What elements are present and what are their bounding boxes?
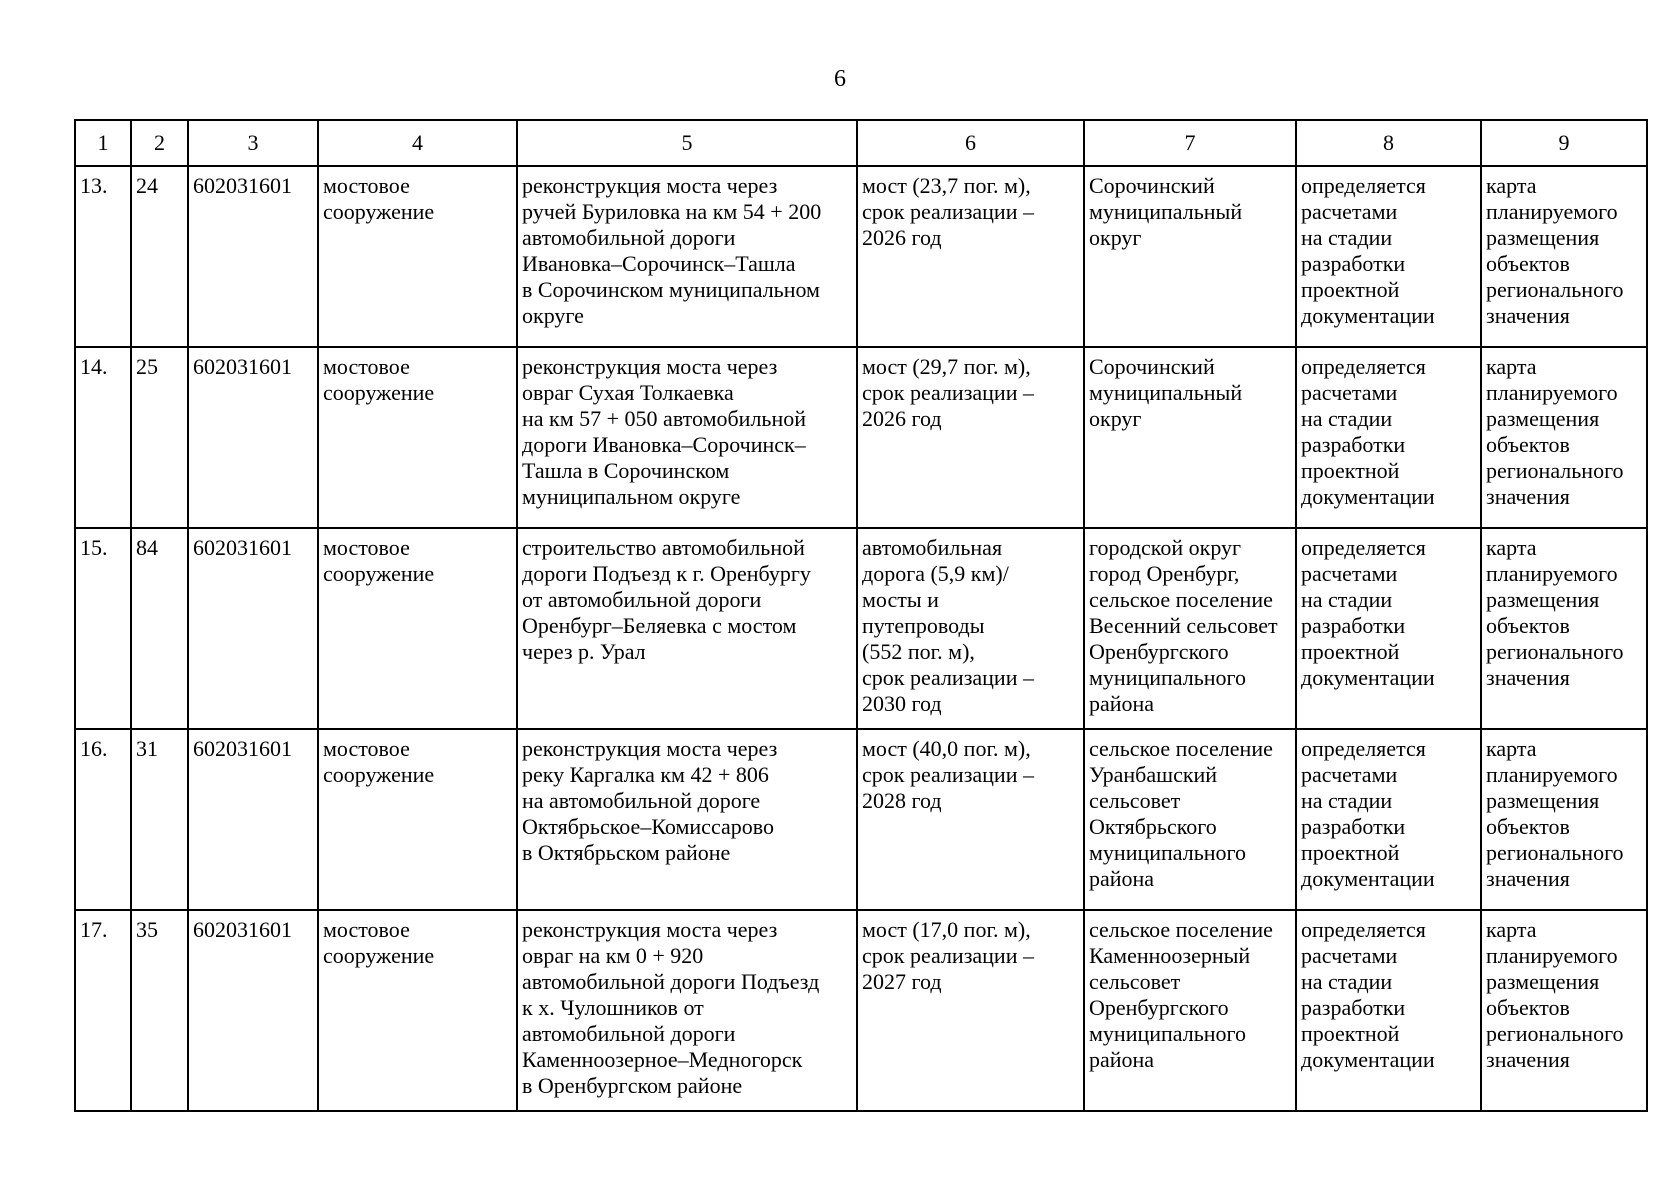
characteristics-cell: мост (23,7 пог. м), срок реализации – 2026 год xyxy=(857,166,1084,347)
location-cell: Сорочинский муниципальный округ xyxy=(1084,166,1296,347)
zone-cell: определяется расчетами на стадии разработки проектной документации xyxy=(1296,347,1481,528)
map-cell: карта планируемого размещения объектов регионального значения xyxy=(1481,347,1647,528)
code-cell: 35 xyxy=(131,910,188,1111)
table-row xyxy=(75,528,1647,729)
description-cell: реконструкция моста через овраг на км 0 + 920 автомобильной дороги Подъезд к х. Чулошников от автомобильной дороги Каменноозерное–Медногорск в Оренбургском районе xyxy=(517,910,857,1111)
column-header-2: 2 xyxy=(131,120,188,166)
row-number-cell: 15. xyxy=(75,528,131,729)
characteristics-cell: мост (40,0 пог. м), срок реализации – 2028 год xyxy=(857,729,1084,910)
code-cell: 24 xyxy=(131,166,188,347)
okato-cell: 602031601 xyxy=(188,910,318,1111)
zone-cell: определяется расчетами на стадии разработки проектной документации xyxy=(1296,528,1481,729)
column-header-7: 7 xyxy=(1084,120,1296,166)
location-cell: сельское поселение Каменноозерный сельсовет Оренбургского муниципального района xyxy=(1084,910,1296,1111)
okato-cell: 602031601 xyxy=(188,166,318,347)
okato-cell: 602031601 xyxy=(188,347,318,528)
description-cell: реконструкция моста через ручей Буриловка на км 54 + 200 автомобильной дороги Ивановка–Сорочинск–Ташла в Сорочинском муниципальном округе xyxy=(517,166,857,347)
page-number: 6 xyxy=(834,66,846,92)
row-number-cell: 17. xyxy=(75,910,131,1111)
column-header-3: 3 xyxy=(188,120,318,166)
column-header-4: 4 xyxy=(318,120,517,166)
code-cell: 84 xyxy=(131,528,188,729)
table-row xyxy=(75,166,1647,347)
objects-table xyxy=(74,119,1648,1112)
type-cell: мостовое сооружение xyxy=(318,910,517,1111)
characteristics-cell: мост (29,7 пог. м), срок реализации – 2026 год xyxy=(857,347,1084,528)
zone-cell: определяется расчетами на стадии разработки проектной документации xyxy=(1296,910,1481,1111)
table-row xyxy=(75,347,1647,528)
map-cell: карта планируемого размещения объектов регионального значения xyxy=(1481,166,1647,347)
type-cell: мостовое сооружение xyxy=(318,347,517,528)
okato-cell: 602031601 xyxy=(188,528,318,729)
column-header-8: 8 xyxy=(1296,120,1481,166)
column-header-1: 1 xyxy=(75,120,131,166)
type-cell: мостовое сооружение xyxy=(318,166,517,347)
code-cell: 25 xyxy=(131,347,188,528)
table-row xyxy=(75,910,1647,1111)
row-number-cell: 16. xyxy=(75,729,131,910)
location-cell: сельское поселение Уранбашский сельсовет Октябрьского муниципального района xyxy=(1084,729,1296,910)
zone-cell: определяется расчетами на стадии разработки проектной документации xyxy=(1296,166,1481,347)
column-header-9: 9 xyxy=(1481,120,1647,166)
row-number-cell: 14. xyxy=(75,347,131,528)
location-cell: Сорочинский муниципальный округ xyxy=(1084,347,1296,528)
code-cell: 31 xyxy=(131,729,188,910)
description-cell: строительство автомобильной дороги Подъезд к г. Оренбургу от автомобильной дороги Оренбург–Беляевка с мостом через р. Урал xyxy=(517,528,857,729)
type-cell: мостовое сооружение xyxy=(318,729,517,910)
column-header-5: 5 xyxy=(517,120,857,166)
description-cell: реконструкция моста через овраг Сухая Толкаевка на км 57 + 050 автомобильной дороги Ивановка–Сорочинск– Ташла в Сорочинском муниципальном округе xyxy=(517,347,857,528)
map-cell: карта планируемого размещения объектов регионального значения xyxy=(1481,729,1647,910)
description-cell: реконструкция моста через реку Каргалка км 42 + 806 на автомобильной дороге Октябрьское–Комиссарово в Октябрьском районе xyxy=(517,729,857,910)
row-number-cell: 13. xyxy=(75,166,131,347)
map-cell: карта планируемого размещения объектов регионального значения xyxy=(1481,910,1647,1111)
characteristics-cell: мост (17,0 пог. м), срок реализации – 2027 год xyxy=(857,910,1084,1111)
zone-cell: определяется расчетами на стадии разработки проектной документации xyxy=(1296,729,1481,910)
okato-cell: 602031601 xyxy=(188,729,318,910)
column-header-6: 6 xyxy=(857,120,1084,166)
location-cell: городской округ город Оренбург, сельское поселение Весенний сельсовет Оренбургского муниципального района xyxy=(1084,528,1296,729)
characteristics-cell: автомобильная дорога (5,9 км)/ мосты и путепроводы (552 пог. м), срок реализации – 2030 год xyxy=(857,528,1084,729)
table-row xyxy=(75,729,1647,910)
header-row xyxy=(75,120,1647,166)
map-cell: карта планируемого размещения объектов регионального значения xyxy=(1481,528,1647,729)
type-cell: мостовое сооружение xyxy=(318,528,517,729)
